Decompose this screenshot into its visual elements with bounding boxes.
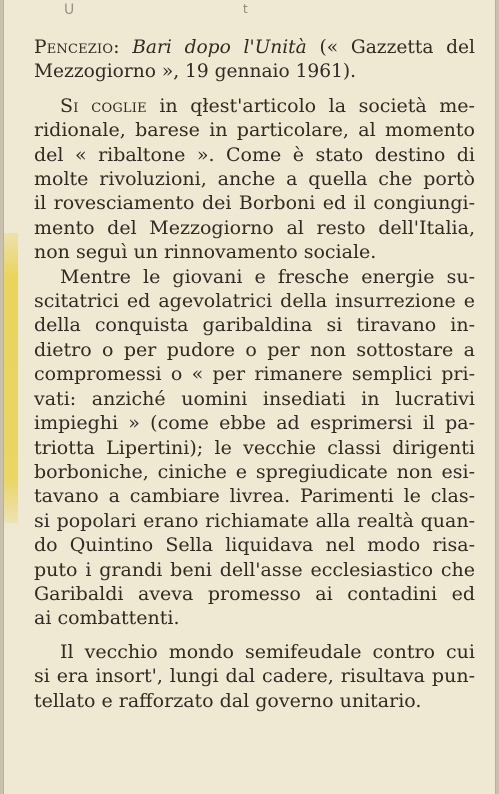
paragraph-gap <box>34 85 475 94</box>
source-prefix: (« Gazzetta del <box>319 37 476 58</box>
paragraph-2-line: si popolari erano richiamate alla realtà quan- <box>34 509 475 532</box>
paragraph-2-line: vati: anziché uomini insediati in lucrativi <box>34 387 475 410</box>
paragraph-3-line: Il vecchio mondo semifeudale contro cui <box>60 640 475 663</box>
article-heading-line-2: Mezzogiorno », 19 gennaio 1961). <box>34 61 357 83</box>
paragraph-gap <box>34 631 475 640</box>
paragraph-2-line: triotta Lipertini); le vecchie classi dirigenti <box>34 436 475 459</box>
paragraph-2-line: compromessi o « per rimanere semplici pri- <box>34 363 475 386</box>
article-heading-line-1: Pencezio: Bari dopo l'Unità (« Gazzetta del <box>34 37 476 58</box>
paragraph-1-line: mento del Mezzogiorno al resto dell'Italia, <box>34 216 475 239</box>
paragraph-1-line: non seguì un rinnovamento sociale. <box>34 241 377 264</box>
pencil-mark-top-left: U <box>64 2 79 18</box>
paragraph-2-line: scitatrici ed agevolatrici della insurrezione e <box>34 290 475 313</box>
article-body <box>34 36 475 713</box>
article-title: Bari dopo l'Unità <box>132 37 307 58</box>
author-name: Pencezio <box>34 37 114 58</box>
paragraph-2-line: puto i grandi beni dell'asse ecclesiastico che <box>34 558 475 581</box>
paragraph-2-line: dietro o per pudore o per non sottostare a <box>34 338 475 361</box>
paragraph-2-line: impieghi » (come ebbe ad esprimersi il pa- <box>34 412 475 435</box>
paragraph-lead-small-caps: Si coglie <box>60 94 147 117</box>
paragraph-2-line: ai combattenti. <box>34 607 180 630</box>
highlighter-mark <box>4 233 18 523</box>
paragraph-2-line: Mentre le giovani e fresche energie su- <box>60 265 475 288</box>
paragraph-1-line: ridionale, barese in particolare, al momento <box>34 119 475 142</box>
paragraph-2-line: della conquista garibaldina si tiravano in- <box>34 314 475 337</box>
paragraph-2-line: Garibaldi aveva promesso ai contadini ed <box>34 582 475 605</box>
paragraph-3-line: si era insort', lungi dal cadere, risultava pun- <box>34 665 475 688</box>
paragraph-1-line-1: Si coglie in qłest'articolo la società me- <box>60 94 475 117</box>
paragraph-1-line: molte rivoluzioni, anche a quella che portò <box>34 168 475 191</box>
paragraph-1-line: il rovesciamento dei Borboni ed il congiungi- <box>34 192 475 215</box>
paragraph-2-line: do Quintino Sella liquidava nel modo risa- <box>34 534 475 557</box>
paragraph-2-line: borboniche, ciniche e spregiudicate non esi- <box>34 460 475 483</box>
paragraph-3-line: tellato e rafforzato dal governo unitario. <box>34 689 422 712</box>
pencil-mark-top-center: t <box>243 2 248 16</box>
clipping-paper <box>3 0 496 794</box>
paragraph-2-line: tavano a cambiare livrea. Parimenti le clas- <box>34 485 475 508</box>
paragraph-1-line: del « ribaltone ». Come è stato destino di <box>34 143 475 166</box>
